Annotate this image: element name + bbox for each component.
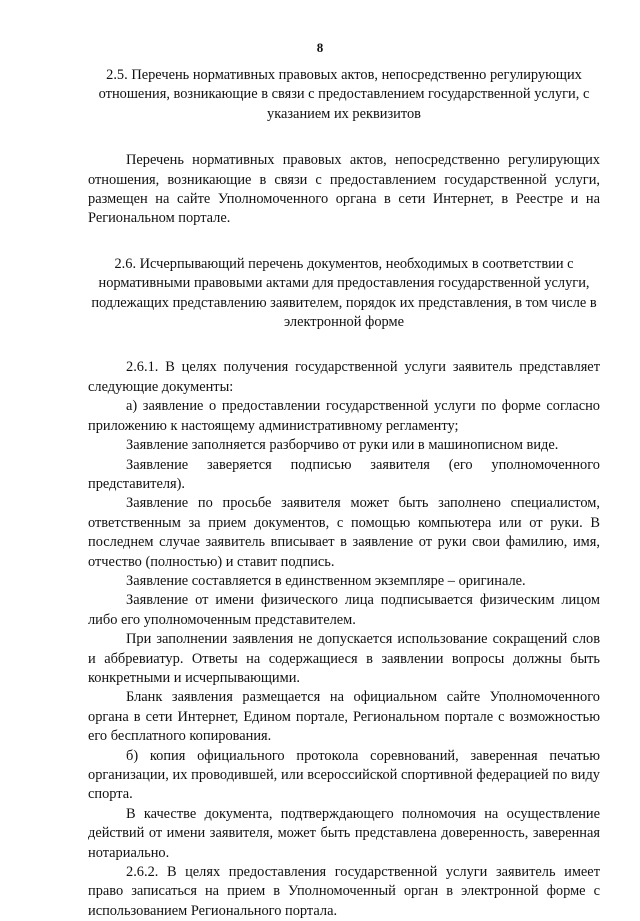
paragraph-power-of-attorney: В качестве документа, подтверждающего полномочия на осуществление действий от имени заявителя, может быть представлена доверенность, заверенная нотариально. xyxy=(88,805,600,861)
paragraph-signature: Заявление заверяется подписью заявителя (его уполномоченного представителя). xyxy=(88,456,600,492)
paragraph-single-copy: Заявление составляется в единственном экземпляре – оригинале. xyxy=(126,572,526,589)
paragraph-form-published: Бланк заявления размещается на официальном сайте Уполномоченного органа в сети Интернет, Едином портале, Региональном портале с возможностью его бесплатного копирования. xyxy=(88,689,600,745)
paragraph-no-abbreviations: При заполнении заявления не допускается использование сокращений слов и аббревиатур. Ответы на содержащиеся в заявлении вопросы должны быть конкретными и исчерпывающими. xyxy=(88,631,600,686)
paragraph-2-6-2: 2.6.2. В целях предоставления государственной услуги заявитель имеет право записаться на прием в Уполномоченный орган в электронной форме с использованием Регионального портала. xyxy=(88,864,600,919)
paragraph-fill-method: Заявление заполняется разборчиво от руки или в машинописном виде. xyxy=(126,437,559,454)
section-2-5-paragraph: Перечень нормативных правовых актов, непосредственно регулирующих отношения, возникающие в связи с предоставлением государственной услуги, размещен на сайте Уполномоченного органа в сети Интернет, в Реестре и на Региональном портале. xyxy=(88,152,600,227)
paragraph-item-b: б) копия официального протокола соревнований, заверенная печатью организации, их проводившей, или всероссийской спортивной федерацией по виду спорта. xyxy=(88,747,600,803)
paragraph-individual-signature: Заявление от имени физического лица подписывается физическим лицом либо его уполномоченным представителем. xyxy=(88,592,600,628)
paragraph-item-a: а) заявление о предоставлении государственной услуги по форме согласно приложению к настоящему административному регламенту; xyxy=(88,398,600,434)
page-number: 8 xyxy=(316,40,324,55)
paragraph-2-6-1: 2.6.1. В целях получения государственной услуги заявитель представляет следующие документы: xyxy=(88,359,600,395)
page-body xyxy=(88,66,600,921)
section-2-5-heading: 2.5. Перечень нормативных правовых актов, непосредственно регулирующих отношения, возникающие в связи с предоставлением государственной услуги, с указанием их реквизитов xyxy=(98,67,590,122)
paragraph-specialist-fill: Заявление по просьбе заявителя может быть заполнено специалистом, ответственным за прием документов, с помощью компьютера или от руки. В последнем случае заявитель вписывает в заявление от руки свои фамилию, имя, отчество (полностью) и ставит подпись. xyxy=(88,495,600,570)
section-2-6-heading: 2.6. Исчерпывающий перечень документов, необходимых в соответствии с нормативными правовыми актами для предоставления государственной услуги, подлежащих представлению заявителем, порядок их представления, в том числе в электронной форме xyxy=(91,255,597,331)
